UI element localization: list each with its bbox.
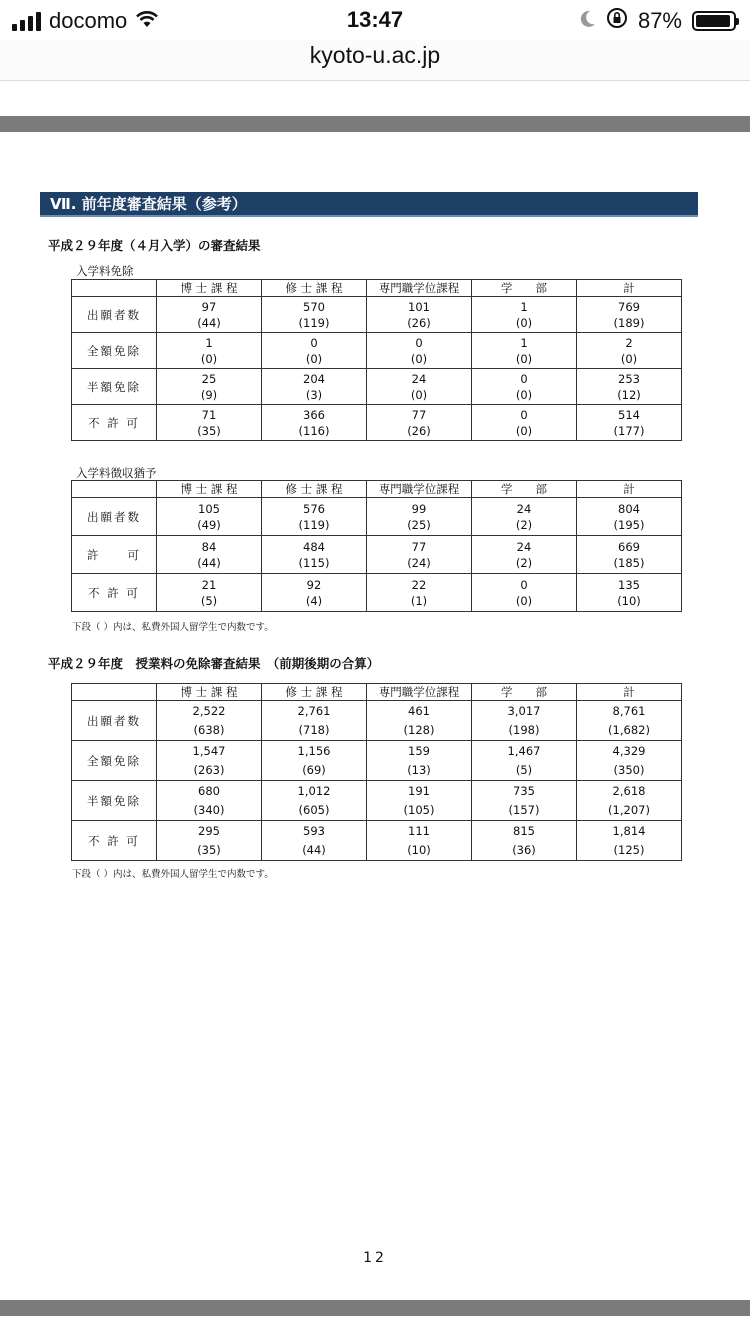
cell-foreign-student-count: (36) [512, 842, 536, 857]
table-cell [367, 701, 472, 741]
cell-foreign-student-count: (2) [515, 517, 533, 532]
cell-value: 1 [205, 335, 213, 350]
header-undergrad: 学 部 [472, 280, 577, 297]
page-number: 12 [363, 1250, 387, 1266]
row-label: 全額免除 [72, 333, 157, 369]
cell-foreign-student-count: (10) [617, 593, 641, 608]
cell-value: 0 [520, 371, 528, 386]
cell-value: 0 [520, 577, 528, 592]
cell-value: 84 [201, 539, 217, 554]
cell-foreign-student-count: (5) [200, 593, 218, 608]
cell-foreign-student-count: (0) [515, 423, 533, 438]
page-separator-bottom [0, 1300, 750, 1316]
cell-value: 4,329 [612, 743, 646, 758]
cell-value: 2,618 [612, 783, 646, 798]
row-label: 不 許 可 [72, 574, 157, 612]
pdf-page [0, 132, 750, 1300]
table-row [72, 297, 682, 333]
note-table3: 下段（ ）内は、私費外国人留学生で内数です。 [72, 869, 274, 880]
cell-foreign-student-count: (189) [613, 315, 645, 330]
table-row [72, 701, 682, 741]
cell-value: 77 [411, 407, 427, 422]
cell-value: 804 [618, 501, 640, 516]
cell-foreign-student-count: (0) [410, 351, 428, 366]
cell-foreign-student-count: (0) [515, 387, 533, 402]
table-cell [157, 405, 262, 441]
cell-foreign-student-count: (198) [508, 722, 540, 737]
heading-tuition-results: 平成２９年度 授業料の免除審査結果 （前期後期の合算） [48, 656, 380, 671]
cell-foreign-student-count: (10) [407, 842, 431, 857]
cell-foreign-student-count: (185) [613, 555, 645, 570]
row-label: 出願者数 [72, 297, 157, 333]
cell-value: 593 [303, 823, 325, 838]
caption-admission-fee-exemption: 入学料免除 [76, 264, 134, 278]
table-cell [472, 369, 577, 405]
table-cell [262, 498, 367, 536]
cell-value: 77 [411, 539, 427, 554]
header-doctoral: 博 士 課 程 [157, 280, 262, 297]
table-tuition-exemption [71, 683, 682, 861]
cell-value: 1,814 [612, 823, 646, 838]
table-cell [367, 741, 472, 781]
note-table2: 下段（ ）内は、私費外国人留学生で内数です。 [72, 622, 274, 633]
table-cell [262, 405, 367, 441]
cell-value: 0 [520, 407, 528, 422]
cell-value: 1,012 [297, 783, 331, 798]
cell-foreign-student-count: (0) [515, 315, 533, 330]
cell-value: 111 [408, 823, 430, 838]
cell-value: 735 [513, 783, 535, 798]
table-cell [472, 498, 577, 536]
cell-value: 21 [201, 577, 217, 592]
table-cell [472, 781, 577, 821]
cell-value: 1 [520, 335, 528, 350]
table-cell [577, 741, 682, 781]
address-bar[interactable] [0, 40, 750, 81]
table-cell [367, 405, 472, 441]
table-cell [577, 536, 682, 574]
cell-value: 576 [303, 501, 325, 516]
table-cell [157, 781, 262, 821]
table-row [72, 498, 682, 536]
cell-foreign-student-count: (3) [305, 387, 323, 402]
header-masters: 修 士 課 程 [262, 684, 367, 701]
status-bar [0, 0, 750, 40]
table-row [72, 405, 682, 441]
cell-value: 2 [625, 335, 633, 350]
table-cell [472, 741, 577, 781]
cell-value: 24 [411, 371, 427, 386]
cell-foreign-student-count: (0) [620, 351, 638, 366]
header-empty [72, 481, 157, 498]
cell-foreign-student-count: (49) [197, 517, 221, 532]
cell-value: 253 [618, 371, 640, 386]
heading-admission-results: 平成２９年度（４月入学）の審査結果 [48, 238, 261, 253]
cell-foreign-student-count: (0) [515, 593, 533, 608]
table-cell [472, 297, 577, 333]
row-label: 不 許 可 [72, 821, 157, 861]
table-cell [262, 741, 367, 781]
cell-value: 92 [306, 577, 322, 592]
cell-foreign-student-count: (2) [515, 555, 533, 570]
cell-foreign-student-count: (177) [613, 423, 645, 438]
cell-foreign-student-count: (340) [193, 802, 225, 817]
cell-value: 191 [408, 783, 430, 798]
table-cell [472, 405, 577, 441]
table-row [72, 333, 682, 369]
battery-percent: 87% [637, 8, 682, 33]
cell-value: 24 [516, 501, 532, 516]
cell-foreign-student-count: (1) [410, 593, 428, 608]
cell-value: 366 [303, 407, 325, 422]
cell-foreign-student-count: (125) [613, 842, 645, 857]
header-undergrad: 学 部 [472, 684, 577, 701]
table-admission-fee-exemption [71, 279, 682, 441]
table-cell [367, 333, 472, 369]
cell-value: 1 [520, 299, 528, 314]
header-professional: 専門職学位課程 [367, 684, 472, 701]
table-cell [577, 498, 682, 536]
cell-value: 514 [618, 407, 640, 422]
table-cell [262, 701, 367, 741]
table-row [72, 741, 682, 781]
table-cell [367, 536, 472, 574]
table-row [72, 821, 682, 861]
table-row [72, 536, 682, 574]
table-cell [472, 536, 577, 574]
table-cell [577, 405, 682, 441]
cell-value: 669 [618, 539, 640, 554]
cell-value: 0 [415, 335, 423, 350]
header-professional: 専門職学位課程 [367, 481, 472, 498]
table-cell [367, 821, 472, 861]
table-cell [262, 369, 367, 405]
cell-value: 295 [198, 823, 220, 838]
table-cell [262, 536, 367, 574]
cell-foreign-student-count: (69) [302, 762, 326, 777]
table-cell [262, 297, 367, 333]
cell-foreign-student-count: (35) [197, 423, 221, 438]
cell-foreign-student-count: (13) [407, 762, 431, 777]
row-label: 半額免除 [72, 369, 157, 405]
status-right [580, 7, 736, 35]
table-cell [262, 781, 367, 821]
table-cell [157, 574, 262, 612]
cell-value: 1,547 [192, 743, 226, 758]
cell-foreign-student-count: (26) [407, 423, 431, 438]
row-label: 全額免除 [72, 741, 157, 781]
cell-value: 0 [310, 335, 318, 350]
page-separator-top [0, 116, 750, 132]
table-cell [472, 333, 577, 369]
cell-foreign-student-count: (44) [197, 555, 221, 570]
table-cell [367, 574, 472, 612]
cell-value: 159 [408, 743, 430, 758]
caption-admission-fee-deferral: 入学料徴収猶予 [76, 466, 157, 480]
cell-value: 461 [408, 703, 430, 718]
battery-icon [692, 11, 736, 31]
table-cell [577, 781, 682, 821]
header-professional: 専門職学位課程 [367, 280, 472, 297]
table-cell [577, 821, 682, 861]
cell-foreign-student-count: (116) [298, 423, 330, 438]
table-cell [262, 821, 367, 861]
cell-foreign-student-count: (119) [298, 315, 330, 330]
cell-value: 71 [201, 407, 217, 422]
cell-value: 570 [303, 299, 325, 314]
cell-foreign-student-count: (0) [515, 351, 533, 366]
header-empty [72, 280, 157, 297]
table-row [72, 781, 682, 821]
header-empty [72, 684, 157, 701]
cell-foreign-student-count: (25) [407, 517, 431, 532]
header-doctoral: 博 士 課 程 [157, 481, 262, 498]
cell-foreign-student-count: (105) [403, 802, 435, 817]
cell-value: 2,761 [297, 703, 331, 718]
cell-value: 1,156 [297, 743, 331, 758]
table-cell [577, 574, 682, 612]
clock: 13:47 [346, 7, 404, 32]
cell-foreign-student-count: (1,682) [608, 722, 650, 737]
cell-foreign-student-count: (0) [305, 351, 323, 366]
cell-foreign-student-count: (12) [617, 387, 641, 402]
header-masters: 修 士 課 程 [262, 280, 367, 297]
row-label: 不 許 可 [72, 405, 157, 441]
cell-foreign-student-count: (0) [410, 387, 428, 402]
table-cell [157, 297, 262, 333]
moon-icon [580, 8, 596, 34]
cell-foreign-student-count: (128) [403, 722, 435, 737]
cell-value: 105 [198, 501, 220, 516]
cell-foreign-student-count: (0) [200, 351, 218, 366]
cell-foreign-student-count: (605) [298, 802, 330, 817]
header-total: 計 [577, 481, 682, 498]
table-cell [157, 741, 262, 781]
cell-value: 769 [618, 299, 640, 314]
table-cell [157, 701, 262, 741]
table-cell [262, 574, 367, 612]
cell-foreign-student-count: (195) [613, 517, 645, 532]
header-total: 計 [577, 684, 682, 701]
cell-foreign-student-count: (44) [197, 315, 221, 330]
header-doctoral: 博 士 課 程 [157, 684, 262, 701]
cell-value: 204 [303, 371, 325, 386]
table-cell [472, 701, 577, 741]
cell-value: 680 [198, 783, 220, 798]
cell-value: 101 [408, 299, 430, 314]
table-cell [367, 297, 472, 333]
row-label: 半額免除 [72, 781, 157, 821]
table-cell [472, 821, 577, 861]
table-cell [577, 701, 682, 741]
table-cell [577, 333, 682, 369]
cell-foreign-student-count: (26) [407, 315, 431, 330]
table-row [72, 574, 682, 612]
cell-value: 8,761 [612, 703, 646, 718]
cell-value: 2,522 [192, 703, 226, 718]
cell-value: 135 [618, 577, 640, 592]
table-cell [262, 333, 367, 369]
cell-foreign-student-count: (263) [193, 762, 225, 777]
table-cell [157, 369, 262, 405]
cell-foreign-student-count: (638) [193, 722, 225, 737]
header-total: 計 [577, 280, 682, 297]
cell-value: 3,017 [507, 703, 541, 718]
header-undergrad: 学 部 [472, 481, 577, 498]
cell-foreign-student-count: (9) [200, 387, 218, 402]
table-admission-fee-deferral [71, 480, 682, 612]
table-cell [577, 369, 682, 405]
cell-value: 484 [303, 539, 325, 554]
table-cell [157, 498, 262, 536]
url-text[interactable]: kyoto-u.ac.jp [309, 42, 441, 68]
cell-value: 22 [411, 577, 427, 592]
cell-value: 1,467 [507, 743, 541, 758]
cell-foreign-student-count: (115) [298, 555, 330, 570]
cell-value: 24 [516, 539, 532, 554]
carrier-name: docomo [49, 8, 128, 33]
table-cell [157, 536, 262, 574]
cell-foreign-student-count: (350) [613, 762, 645, 777]
cell-value: 99 [411, 501, 427, 516]
cell-value: 97 [201, 299, 217, 314]
table-row [72, 369, 682, 405]
cell-foreign-student-count: (44) [302, 842, 326, 857]
rotation-lock-icon [606, 7, 628, 35]
table-cell [367, 369, 472, 405]
table-cell [577, 297, 682, 333]
row-label: 出願者数 [72, 498, 157, 536]
table-cell [367, 781, 472, 821]
cell-foreign-student-count: (5) [515, 762, 533, 777]
section-title: Ⅶ. 前年度審査結果（参考） [40, 192, 698, 217]
row-label: 出願者数 [72, 701, 157, 741]
header-masters: 修 士 課 程 [262, 481, 367, 498]
cell-foreign-student-count: (1,207) [608, 802, 650, 817]
cell-value: 25 [201, 371, 217, 386]
cell-foreign-student-count: (24) [407, 555, 431, 570]
table-cell [157, 821, 262, 861]
table-cell [472, 574, 577, 612]
cell-foreign-student-count: (157) [508, 802, 540, 817]
cell-foreign-student-count: (718) [298, 722, 330, 737]
row-label: 許 可 [72, 536, 157, 574]
cell-foreign-student-count: (119) [298, 517, 330, 532]
table-cell [157, 333, 262, 369]
cell-value: 815 [513, 823, 535, 838]
table-cell [367, 498, 472, 536]
cell-foreign-student-count: (35) [197, 842, 221, 857]
cell-foreign-student-count: (4) [305, 593, 323, 608]
